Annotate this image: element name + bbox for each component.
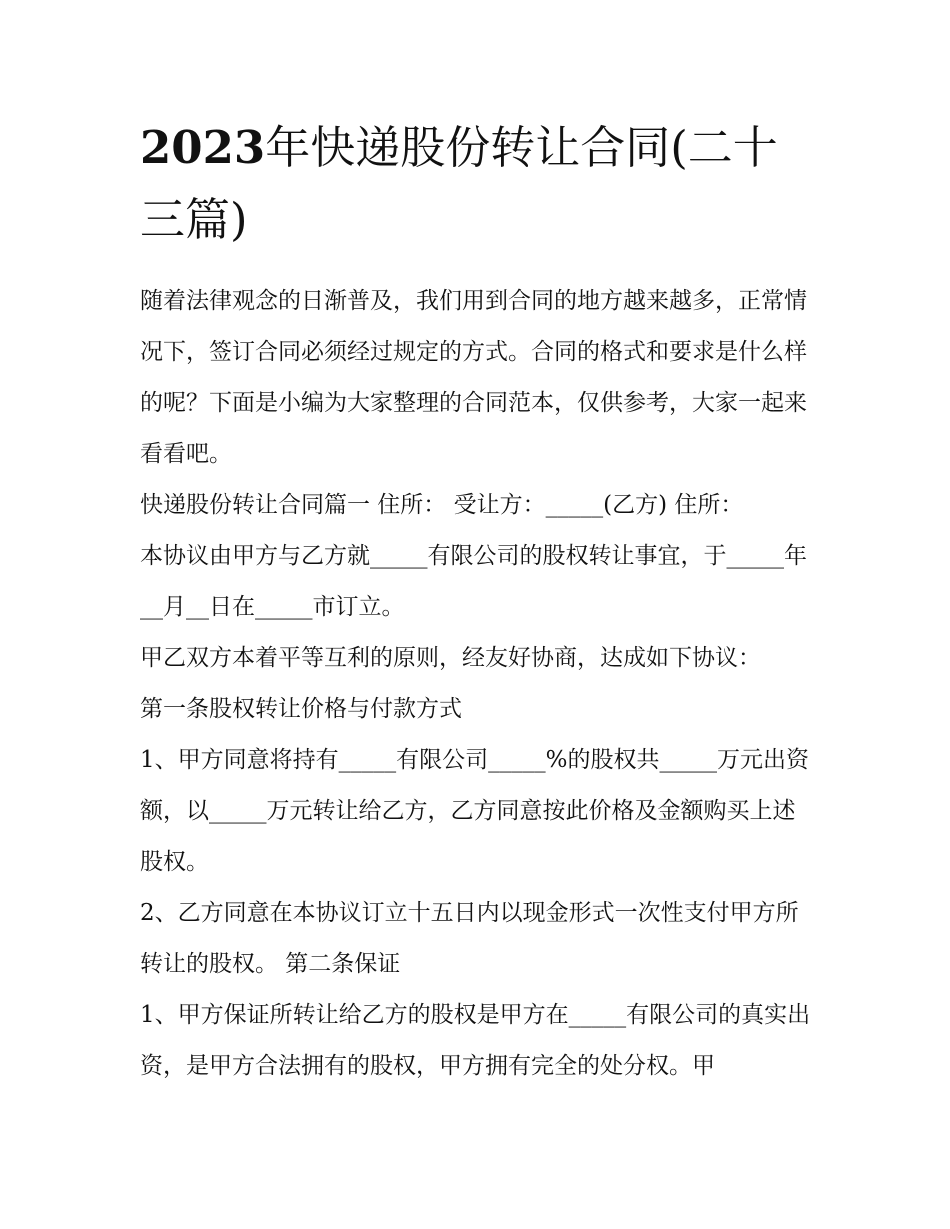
title-text: 年快递股份转让合同(二十三篇): [140, 121, 778, 246]
article-2-clause-1: 1、甲方保证所转让给乙方的股权是甲方在_____有限公司的真实出资，是甲方合法拥有的股权，甲方拥有完全的处分权。甲: [140, 1002, 811, 1079]
intro-paragraph: 随着法律观念的日渐普及，我们用到合同的地方越来越多，正常情况下，签订合同必须经过规定的方式。合同的格式和要求是什么样的呢？下面是小编为大家整理的合同范本，仅供参考，大家一起来看看吧。: [140, 288, 807, 467]
agreement-date-paragraph: 本协议由甲方与乙方就_____有限公司的股权转让事宜，于_____年__月__日在_____市订立。: [140, 543, 807, 620]
principle-paragraph: 甲乙双方本着平等互利的原则，经友好协商，达成如下协议：: [140, 645, 761, 671]
article-1-clause-1: 1、甲方同意将持有_____有限公司_____%的股权共_____万元出资额，以_____万元转让给乙方，乙方同意按此价格及金额购买上述股权。: [140, 747, 809, 875]
article-1-heading: 第一条股权转让价格与付款方式: [140, 696, 462, 722]
title-year: 2023: [140, 121, 266, 174]
contract-parties-paragraph: 快递股份转让合同篇一 住所： 受让方：_____(乙方) 住所：: [140, 492, 744, 518]
document-title: [140, 112, 820, 256]
article-1-clause-2: 2、乙方同意在本协议订立十五日内以现金形式一次性支付甲方所转让的股权。 第二条保证: [140, 900, 799, 977]
document-body: [140, 276, 812, 1092]
